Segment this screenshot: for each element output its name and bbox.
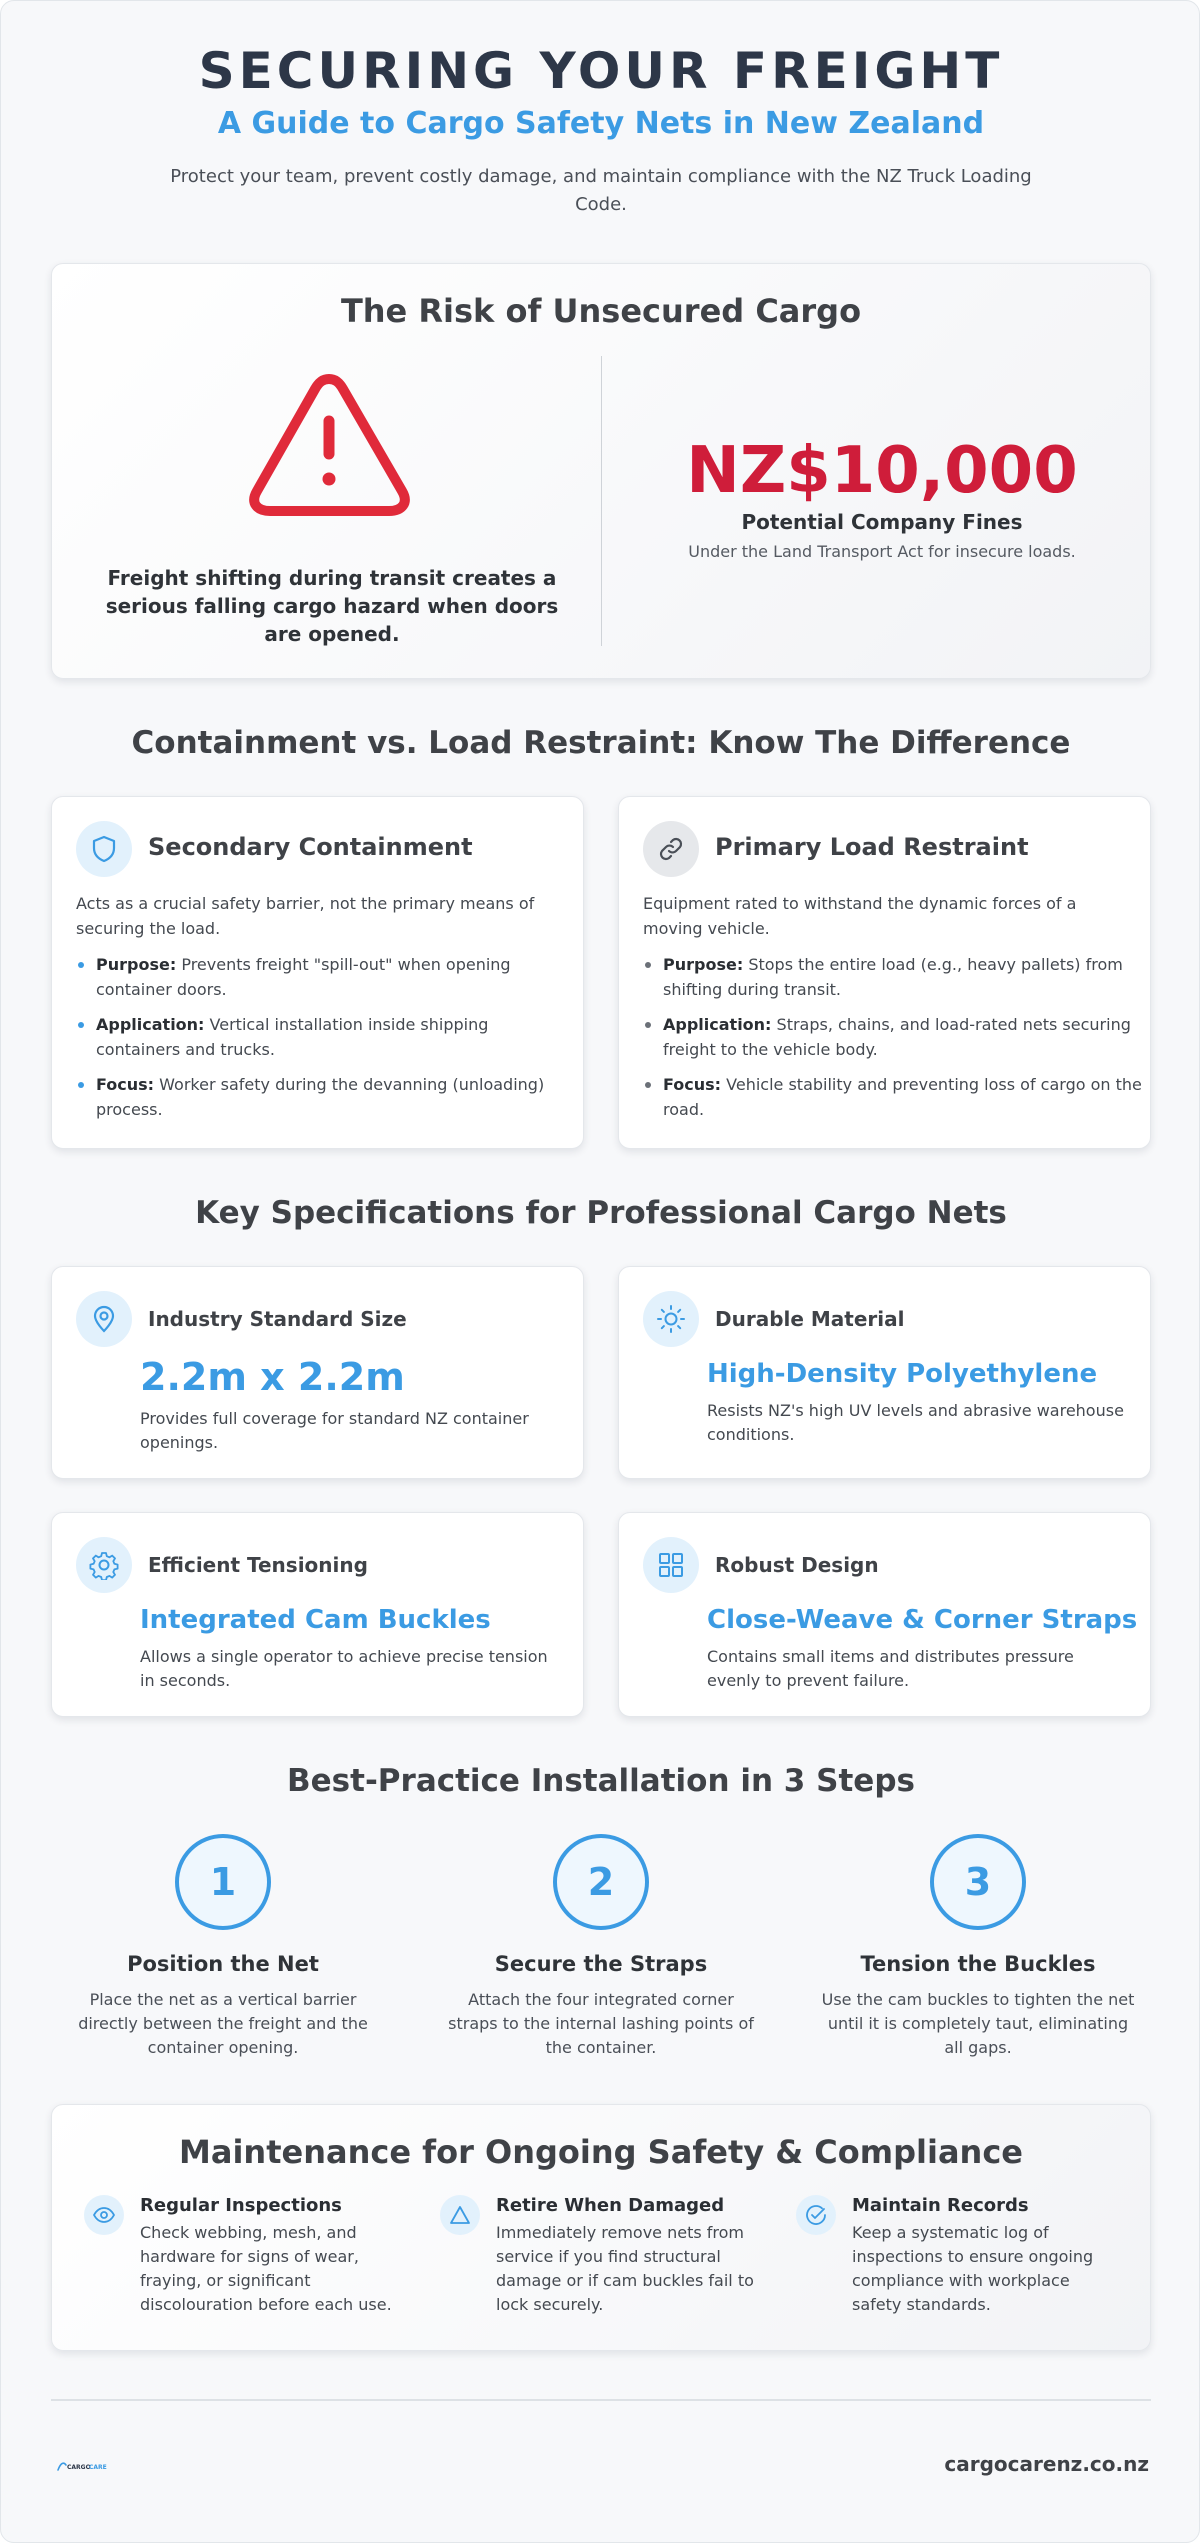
primary-desc: Equipment rated to withstand the dynamic forces of a moving vehicle. xyxy=(643,894,1077,938)
spec-desc: Provides full coverage for standard NZ container openings. xyxy=(140,1409,529,1452)
hazard-text: Freight shifting during transit creates a serious falling cargo hazard when doors are opened. xyxy=(105,566,559,646)
svg-text:CARGO: CARGO xyxy=(67,2464,91,2471)
list-item: Purpose: Prevents freight "spill-out" when opening container doors. xyxy=(76,952,576,1002)
secondary-title: Secondary Containment xyxy=(148,833,473,861)
maintenance-title: Maintenance for Ongoing Safety & Compliance xyxy=(179,2133,1023,2171)
spec-value: 2.2m x 2.2m xyxy=(140,1355,405,1399)
spec-value: High-Density Polyethylene xyxy=(707,1359,1098,1389)
step-title: Position the Net xyxy=(127,1952,319,1976)
spec-title: Industry Standard Size xyxy=(148,1307,407,1331)
page-title: SECURING YOUR FREIGHT xyxy=(198,42,1004,100)
primary-list xyxy=(643,952,1143,1132)
spec-card-tensioning xyxy=(51,1512,584,1717)
spec-desc: Allows a single operator to achieve precise tension in seconds. xyxy=(140,1647,548,1690)
gear-icon xyxy=(76,1537,132,1593)
steps-heading: Best-Practice Installation in 3 Steps xyxy=(287,1763,915,1799)
risk-card xyxy=(51,263,1151,679)
specs-heading: Key Specifications for Professional Cargo Nets xyxy=(195,1195,1007,1231)
list-item: Application: Vertical installation inside shipping containers and trucks. xyxy=(76,1012,576,1062)
primary-restraint-card xyxy=(618,796,1151,1149)
intro-text: Protect your team, prevent costly damage, and maintain compliance with the NZ Truck Loading Code. xyxy=(170,166,1032,215)
warning-triangle-icon xyxy=(247,369,412,519)
risk-title: The Risk of Unsecured Cargo xyxy=(340,292,862,330)
divider xyxy=(601,356,602,646)
maintenance-card xyxy=(51,2104,1151,2351)
spec-title: Durable Material xyxy=(715,1307,905,1331)
maintenance-item-title: Retire When Damaged xyxy=(496,2195,725,2216)
cargocare-logo xyxy=(56,2456,116,2476)
check-circle-icon xyxy=(796,2195,836,2235)
spec-desc: Resists NZ's high UV levels and abrasive warehouse conditions. xyxy=(707,1401,1124,1444)
list-item: Application: Straps, chains, and load-rated nets securing freight to the vehicle body. xyxy=(643,1012,1143,1062)
fine-amount: NZ$10,000 xyxy=(686,434,1078,508)
maintenance-item-text: Check webbing, mesh, and hardware for signs of wear, fraying, or significant discolouration before each use. xyxy=(140,2223,392,2314)
maintenance-item-text: Keep a systematic log of inspections to ensure ongoing compliance with workplace safety standards. xyxy=(852,2223,1094,2314)
step-3 xyxy=(818,1834,1138,2060)
page-subtitle: A Guide to Cargo Safety Nets in New Zealand xyxy=(217,106,985,141)
step-desc: Use the cam buckles to tighten the net until it is completely taut, eliminating all gaps. xyxy=(821,1990,1135,2057)
sun-icon xyxy=(643,1291,699,1347)
eye-icon xyxy=(84,2195,124,2235)
step-2 xyxy=(441,1834,761,2060)
spec-title: Efficient Tensioning xyxy=(148,1553,368,1577)
footer-divider xyxy=(51,2399,1151,2401)
fine-label: Potential Company Fines xyxy=(741,510,1023,534)
spec-card-size xyxy=(51,1266,584,1479)
primary-title: Primary Load Restraint xyxy=(715,833,1029,861)
maintenance-item-title: Regular Inspections xyxy=(140,2195,342,2216)
spec-title: Robust Design xyxy=(715,1553,879,1577)
website-link[interactable]: cargocarenz.co.nz xyxy=(944,2452,1149,2476)
location-pin-icon xyxy=(76,1291,132,1347)
link-icon xyxy=(643,821,699,877)
spec-card-material xyxy=(618,1266,1151,1479)
list-item: Purpose: Stops the entire load (e.g., heavy pallets) from shifting during transit. xyxy=(643,952,1143,1002)
spec-desc: Contains small items and distributes pressure evenly to prevent failure. xyxy=(707,1647,1074,1690)
step-number: 3 xyxy=(930,1834,1026,1930)
step-1 xyxy=(63,1834,383,2060)
secondary-desc: Acts as a crucial safety barrier, not the primary means of securing the load. xyxy=(76,894,535,938)
secondary-list xyxy=(76,952,576,1132)
step-number: 2 xyxy=(553,1834,649,1930)
fine-note: Under the Land Transport Act for insecure loads. xyxy=(688,542,1076,561)
comparison-heading: Containment vs. Load Restraint: Know The Difference xyxy=(131,725,1071,761)
maintenance-item-title: Maintain Records xyxy=(852,2195,1029,2216)
spec-card-design xyxy=(618,1512,1151,1717)
list-item: Focus: Worker safety during the devanning (unloading) process. xyxy=(76,1072,576,1122)
list-item: Focus: Vehicle stability and preventing loss of cargo on the road. xyxy=(643,1072,1143,1122)
spec-value: Integrated Cam Buckles xyxy=(140,1605,491,1635)
grid-icon xyxy=(643,1537,699,1593)
secondary-containment-card xyxy=(51,796,584,1149)
spec-value: Close-Weave & Corner Straps xyxy=(707,1605,1138,1635)
triangle-icon xyxy=(440,2195,480,2235)
step-desc: Place the net as a vertical barrier directly between the freight and the container opening. xyxy=(78,1990,368,2057)
shield-icon xyxy=(76,821,132,877)
step-desc: Attach the four integrated corner straps to the internal lashing points of the container. xyxy=(448,1990,754,2057)
maintenance-item-text: Immediately remove nets from service if you find structural damage or if cam buckles fail to lock securely. xyxy=(496,2223,754,2314)
step-title: Secure the Straps xyxy=(494,1952,708,1976)
svg-text:CARE: CARE xyxy=(89,2464,107,2471)
step-title: Tension the Buckles xyxy=(860,1952,1096,1976)
header xyxy=(1,41,1200,219)
step-number: 1 xyxy=(175,1834,271,1930)
